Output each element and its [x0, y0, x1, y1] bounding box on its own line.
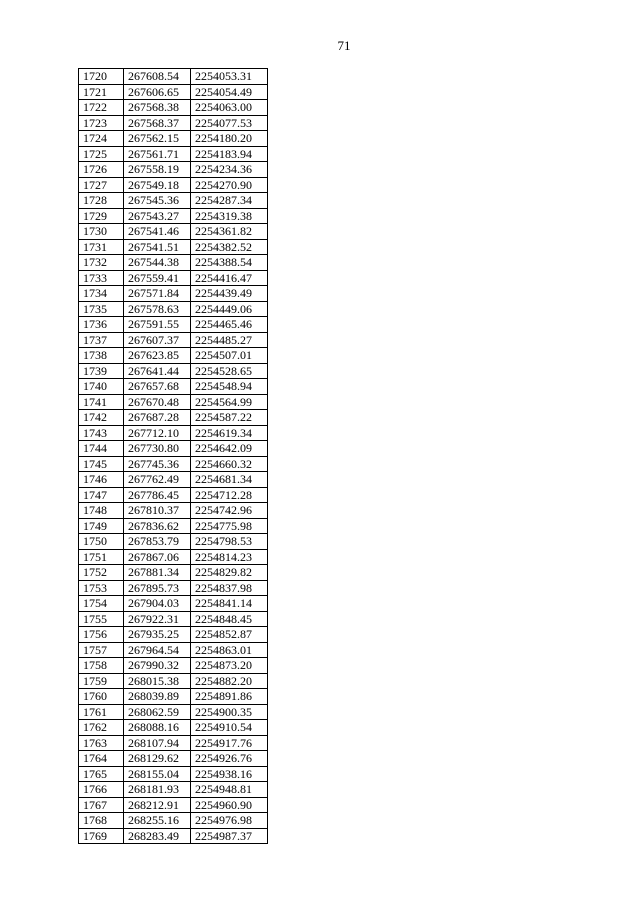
- y-coordinate-cell: 2254798.53: [191, 534, 268, 550]
- point-number-cell: 1766: [79, 782, 124, 798]
- table-row: [79, 782, 268, 798]
- point-number-cell: 1751: [79, 549, 124, 565]
- point-number-cell: 1762: [79, 720, 124, 736]
- y-coordinate-cell: 2254642.09: [191, 441, 268, 457]
- point-number-cell: 1726: [79, 162, 124, 178]
- table-row: [79, 239, 268, 255]
- y-coordinate-cell: 2254917.76: [191, 735, 268, 751]
- y-coordinate-cell: 2254388.54: [191, 255, 268, 271]
- point-number-cell: 1749: [79, 518, 124, 534]
- y-coordinate-cell: 2254361.82: [191, 224, 268, 240]
- point-number-cell: 1761: [79, 704, 124, 720]
- y-coordinate-cell: 2254449.06: [191, 301, 268, 317]
- point-number-cell: 1760: [79, 689, 124, 705]
- point-number-cell: 1728: [79, 193, 124, 209]
- point-number-cell: 1735: [79, 301, 124, 317]
- x-coordinate-cell: 267670.48: [124, 394, 191, 410]
- y-coordinate-cell: 2254587.22: [191, 410, 268, 426]
- y-coordinate-cell: 2254987.37: [191, 828, 268, 844]
- x-coordinate-cell: 267786.45: [124, 487, 191, 503]
- table-row: [79, 735, 268, 751]
- x-coordinate-cell: 267687.28: [124, 410, 191, 426]
- x-coordinate-cell: 268212.91: [124, 797, 191, 813]
- point-number-cell: 1725: [79, 146, 124, 162]
- y-coordinate-cell: 2254382.52: [191, 239, 268, 255]
- y-coordinate-cell: 2254926.76: [191, 751, 268, 767]
- y-coordinate-cell: 2254910.54: [191, 720, 268, 736]
- point-number-cell: 1731: [79, 239, 124, 255]
- y-coordinate-cell: 2254712.28: [191, 487, 268, 503]
- y-coordinate-cell: 2254660.32: [191, 456, 268, 472]
- point-number-cell: 1720: [79, 69, 124, 85]
- point-number-cell: 1754: [79, 596, 124, 612]
- x-coordinate-cell: 268181.93: [124, 782, 191, 798]
- table-row: [79, 162, 268, 178]
- coordinates-table-body: [79, 69, 268, 844]
- y-coordinate-cell: 2254619.34: [191, 425, 268, 441]
- y-coordinate-cell: 2254287.34: [191, 193, 268, 209]
- y-coordinate-cell: 2254873.20: [191, 658, 268, 674]
- y-coordinate-cell: 2254938.16: [191, 766, 268, 782]
- table-row: [79, 410, 268, 426]
- point-number-cell: 1767: [79, 797, 124, 813]
- point-number-cell: 1745: [79, 456, 124, 472]
- y-coordinate-cell: 2254863.01: [191, 642, 268, 658]
- table-row: [79, 751, 268, 767]
- y-coordinate-cell: 2254063.00: [191, 100, 268, 116]
- x-coordinate-cell: 267641.44: [124, 363, 191, 379]
- y-coordinate-cell: 2254234.36: [191, 162, 268, 178]
- table-row: [79, 596, 268, 612]
- x-coordinate-cell: 268039.89: [124, 689, 191, 705]
- x-coordinate-cell: 267578.63: [124, 301, 191, 317]
- table-row: [79, 425, 268, 441]
- x-coordinate-cell: 267730.80: [124, 441, 191, 457]
- y-coordinate-cell: 2254852.87: [191, 627, 268, 643]
- x-coordinate-cell: 267964.54: [124, 642, 191, 658]
- x-coordinate-cell: 267623.85: [124, 348, 191, 364]
- point-number-cell: 1756: [79, 627, 124, 643]
- y-coordinate-cell: 2254837.98: [191, 580, 268, 596]
- table-row: [79, 441, 268, 457]
- y-coordinate-cell: 2254416.47: [191, 270, 268, 286]
- table-row: [79, 270, 268, 286]
- point-number-cell: 1753: [79, 580, 124, 596]
- table-row: [79, 379, 268, 395]
- y-coordinate-cell: 2254270.90: [191, 177, 268, 193]
- point-number-cell: 1730: [79, 224, 124, 240]
- table-row: [79, 565, 268, 581]
- x-coordinate-cell: 268155.04: [124, 766, 191, 782]
- table-row: [79, 673, 268, 689]
- y-coordinate-cell: 2254976.98: [191, 813, 268, 829]
- page-number: 71: [337, 38, 351, 53]
- x-coordinate-cell: 267922.31: [124, 611, 191, 627]
- point-number-cell: 1764: [79, 751, 124, 767]
- point-number-cell: 1757: [79, 642, 124, 658]
- table-row: [79, 301, 268, 317]
- x-coordinate-cell: 267544.38: [124, 255, 191, 271]
- point-number-cell: 1758: [79, 658, 124, 674]
- table-row: [79, 766, 268, 782]
- table-row: [79, 549, 268, 565]
- table-row: [79, 534, 268, 550]
- y-coordinate-cell: 2254319.38: [191, 208, 268, 224]
- table-row: [79, 224, 268, 240]
- x-coordinate-cell: 267568.38: [124, 100, 191, 116]
- x-coordinate-cell: 267545.36: [124, 193, 191, 209]
- x-coordinate-cell: 267935.25: [124, 627, 191, 643]
- table-row: [79, 503, 268, 519]
- point-number-cell: 1752: [79, 565, 124, 581]
- x-coordinate-cell: 267607.37: [124, 332, 191, 348]
- x-coordinate-cell: 267568.37: [124, 115, 191, 131]
- point-number-cell: 1744: [79, 441, 124, 457]
- table-row: [79, 828, 268, 844]
- table-row: [79, 689, 268, 705]
- x-coordinate-cell: 267543.27: [124, 208, 191, 224]
- coordinates-table: [78, 68, 268, 844]
- point-number-cell: 1733: [79, 270, 124, 286]
- point-number-cell: 1741: [79, 394, 124, 410]
- table-row: [79, 255, 268, 271]
- y-coordinate-cell: 2254960.90: [191, 797, 268, 813]
- point-number-cell: 1747: [79, 487, 124, 503]
- table-row: [79, 100, 268, 116]
- x-coordinate-cell: 268015.38: [124, 673, 191, 689]
- point-number-cell: 1763: [79, 735, 124, 751]
- y-coordinate-cell: 2254742.96: [191, 503, 268, 519]
- x-coordinate-cell: 267558.19: [124, 162, 191, 178]
- x-coordinate-cell: 267571.84: [124, 286, 191, 302]
- point-number-cell: 1724: [79, 131, 124, 147]
- table-row: [79, 658, 268, 674]
- table-row: [79, 611, 268, 627]
- table-row: [79, 115, 268, 131]
- point-number-cell: 1739: [79, 363, 124, 379]
- x-coordinate-cell: 268062.59: [124, 704, 191, 720]
- point-number-cell: 1748: [79, 503, 124, 519]
- point-number-cell: 1768: [79, 813, 124, 829]
- point-number-cell: 1727: [79, 177, 124, 193]
- x-coordinate-cell: 267559.41: [124, 270, 191, 286]
- y-coordinate-cell: 2254882.20: [191, 673, 268, 689]
- y-coordinate-cell: 2254439.49: [191, 286, 268, 302]
- y-coordinate-cell: 2254180.20: [191, 131, 268, 147]
- table-row: [79, 363, 268, 379]
- x-coordinate-cell: 267591.55: [124, 317, 191, 333]
- x-coordinate-cell: 268283.49: [124, 828, 191, 844]
- x-coordinate-cell: 267895.73: [124, 580, 191, 596]
- y-coordinate-cell: 2254054.49: [191, 84, 268, 100]
- x-coordinate-cell: 267867.06: [124, 549, 191, 565]
- table-row: [79, 487, 268, 503]
- y-coordinate-cell: 2254053.31: [191, 69, 268, 85]
- table-row: [79, 84, 268, 100]
- point-number-cell: 1769: [79, 828, 124, 844]
- x-coordinate-cell: 267541.46: [124, 224, 191, 240]
- x-coordinate-cell: 267745.36: [124, 456, 191, 472]
- y-coordinate-cell: 2254814.23: [191, 549, 268, 565]
- y-coordinate-cell: 2254948.81: [191, 782, 268, 798]
- table-row: [79, 720, 268, 736]
- x-coordinate-cell: 267810.37: [124, 503, 191, 519]
- point-number-cell: 1734: [79, 286, 124, 302]
- table-row: [79, 131, 268, 147]
- x-coordinate-cell: 267762.49: [124, 472, 191, 488]
- table-row: [79, 286, 268, 302]
- table-row: [79, 332, 268, 348]
- x-coordinate-cell: 267836.62: [124, 518, 191, 534]
- point-number-cell: 1723: [79, 115, 124, 131]
- table-row: [79, 518, 268, 534]
- point-number-cell: 1738: [79, 348, 124, 364]
- x-coordinate-cell: 267657.68: [124, 379, 191, 395]
- table-row: [79, 394, 268, 410]
- x-coordinate-cell: 267561.71: [124, 146, 191, 162]
- table-row: [79, 317, 268, 333]
- y-coordinate-cell: 2254183.94: [191, 146, 268, 162]
- table-row: [79, 146, 268, 162]
- point-number-cell: 1765: [79, 766, 124, 782]
- x-coordinate-cell: 267562.15: [124, 131, 191, 147]
- y-coordinate-cell: 2254775.98: [191, 518, 268, 534]
- y-coordinate-cell: 2254681.34: [191, 472, 268, 488]
- x-coordinate-cell: 268255.16: [124, 813, 191, 829]
- x-coordinate-cell: 268107.94: [124, 735, 191, 751]
- y-coordinate-cell: 2254077.53: [191, 115, 268, 131]
- x-coordinate-cell: 267606.65: [124, 84, 191, 100]
- y-coordinate-cell: 2254900.35: [191, 704, 268, 720]
- table-row: [79, 704, 268, 720]
- point-number-cell: 1732: [79, 255, 124, 271]
- table-row: [79, 642, 268, 658]
- table-row: [79, 193, 268, 209]
- y-coordinate-cell: 2254465.46: [191, 317, 268, 333]
- x-coordinate-cell: 267853.79: [124, 534, 191, 550]
- point-number-cell: 1729: [79, 208, 124, 224]
- point-number-cell: 1740: [79, 379, 124, 395]
- x-coordinate-cell: 267541.51: [124, 239, 191, 255]
- point-number-cell: 1755: [79, 611, 124, 627]
- point-number-cell: 1742: [79, 410, 124, 426]
- y-coordinate-cell: 2254548.94: [191, 379, 268, 395]
- x-coordinate-cell: 267904.03: [124, 596, 191, 612]
- table-row: [79, 797, 268, 813]
- table-row: [79, 348, 268, 364]
- point-number-cell: 1750: [79, 534, 124, 550]
- y-coordinate-cell: 2254485.27: [191, 332, 268, 348]
- table-row: [79, 208, 268, 224]
- y-coordinate-cell: 2254848.45: [191, 611, 268, 627]
- x-coordinate-cell: 268129.62: [124, 751, 191, 767]
- table-row: [79, 456, 268, 472]
- y-coordinate-cell: 2254829.82: [191, 565, 268, 581]
- table-row: [79, 580, 268, 596]
- table-row: [79, 177, 268, 193]
- table-row: [79, 813, 268, 829]
- x-coordinate-cell: 268088.16: [124, 720, 191, 736]
- x-coordinate-cell: 267608.54: [124, 69, 191, 85]
- table-row: [79, 627, 268, 643]
- y-coordinate-cell: 2254507.01: [191, 348, 268, 364]
- y-coordinate-cell: 2254528.65: [191, 363, 268, 379]
- point-number-cell: 1722: [79, 100, 124, 116]
- point-number-cell: 1737: [79, 332, 124, 348]
- y-coordinate-cell: 2254564.99: [191, 394, 268, 410]
- y-coordinate-cell: 2254891.86: [191, 689, 268, 705]
- point-number-cell: 1736: [79, 317, 124, 333]
- x-coordinate-cell: 267549.18: [124, 177, 191, 193]
- x-coordinate-cell: 267881.34: [124, 565, 191, 581]
- x-coordinate-cell: 267712.10: [124, 425, 191, 441]
- point-number-cell: 1743: [79, 425, 124, 441]
- point-number-cell: 1759: [79, 673, 124, 689]
- point-number-cell: 1721: [79, 84, 124, 100]
- table-row: [79, 472, 268, 488]
- table-row: [79, 69, 268, 85]
- point-number-cell: 1746: [79, 472, 124, 488]
- y-coordinate-cell: 2254841.14: [191, 596, 268, 612]
- x-coordinate-cell: 267990.32: [124, 658, 191, 674]
